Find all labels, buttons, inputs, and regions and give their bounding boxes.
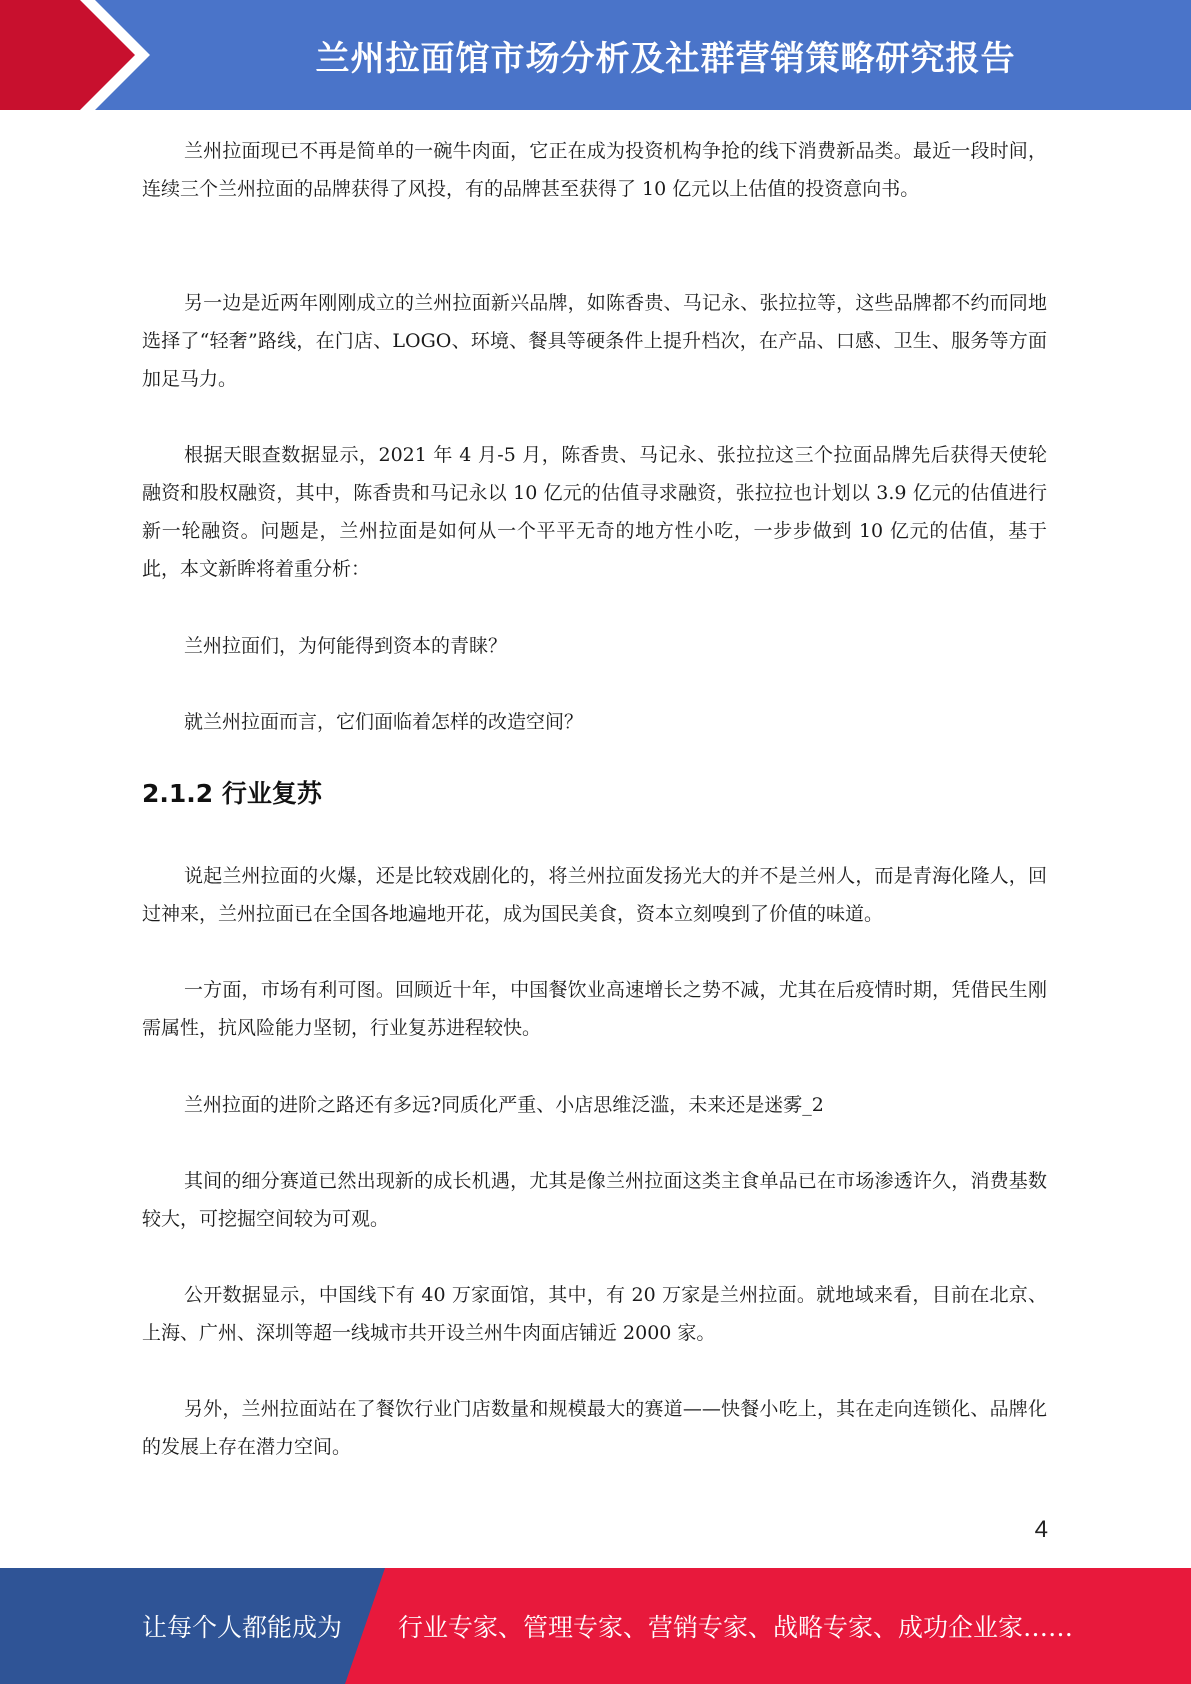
paragraph: 其间的细分赛道已然出现新的成长机遇，尤其是像兰州拉面这类主食单品已在市场渗透许久，消费基数较大，可挖掘空间较为可观。 — [142, 1170, 1047, 1230]
paragraph: 另外，兰州拉面站在了餐饮行业门店数量和规模最大的赛道——快餐小吃上，其在走向连锁化、品牌化的发展上存在潜力空间。 — [142, 1398, 1047, 1458]
paragraph: 兰州拉面们，为何能得到资本的青睐？ — [184, 635, 508, 657]
paragraph: 兰州拉面的进阶之路还有多远?同质化严重、小店思维泛滥，未来还是迷雾_2 — [184, 1094, 824, 1116]
paragraph: 另一边是近两年刚刚成立的兰州拉面新兴品牌，如陈香贵、马记永、张拉拉等，这些品牌都不约而同地选择了“轻奢”路线，在门店、LOGO、环境、餐具等硬条件上提升档次，在产品、口感、卫生、服务等方面加足马力。 — [142, 292, 1047, 390]
report-title: 兰州拉面馆市场分析及社群营销策略研究报告 — [315, 38, 1016, 79]
footer-slogan-right: 行业专家、管理专家、营销专家、战略专家、成功企业家…… — [398, 1613, 1074, 1642]
page-number: 4 — [1034, 1516, 1048, 1543]
paragraph: 就兰州拉面而言，它们面临着怎样的改造空间？ — [184, 711, 584, 733]
paragraph: 说起兰州拉面的火爆，还是比较戏剧化的，将兰州拉面发扬光大的并不是兰州人，而是青海化隆人，回过神来，兰州拉面已在全国各地遍地开花，成为国民美食，资本立刻嗅到了价值的味道。 — [142, 865, 1047, 925]
paragraph: 根据天眼查数据显示，2021 年 4 月-5 月，陈香贵、马记永、张拉拉这三个拉面品牌先后获得天使轮融资和股权融资，其中，陈香贵和马记永以 10 亿元的估值寻求融资，张拉拉也计划以 3.9 亿元的估值进行新一轮融资。问题是，兰州拉面是如何从一个平平无奇的地方性小吃，一步步做到 10 亿元的估值，基于此，本文新眸将着重分析： — [142, 444, 1047, 580]
footer-slogan-left: 让每个人都能成为 — [142, 1613, 343, 1642]
paragraph: 兰州拉面现已不再是简单的一碗牛肉面，它正在成为投资机构争抢的线下消费新品类。最近一段时间，连续三个兰州拉面的品牌获得了风投，有的品牌甚至获得了 10 亿元以上估值的投资意向书。 — [142, 140, 1047, 200]
chevron-arrow-icon — [0, 0, 160, 110]
footer-banner — [0, 1568, 1191, 1684]
section-heading: 2.1.2 行业复苏 — [142, 779, 322, 808]
paragraph: 公开数据显示，中国线下有 40 万家面馆，其中，有 20 万家是兰州拉面。就地域来看，目前在北京、上海、广州、深圳等超一线城市共开设兰州牛肉面店铺近 2000 家。 — [142, 1284, 1047, 1344]
header-bar — [0, 0, 1191, 110]
paragraph: 一方面，市场有利可图。回顾近十年，中国餐饮业高速增长之势不减，尤其在后疫情时期，凭借民生刚需属性，抗风险能力坚韧，行业复苏进程较快。 — [142, 979, 1047, 1039]
